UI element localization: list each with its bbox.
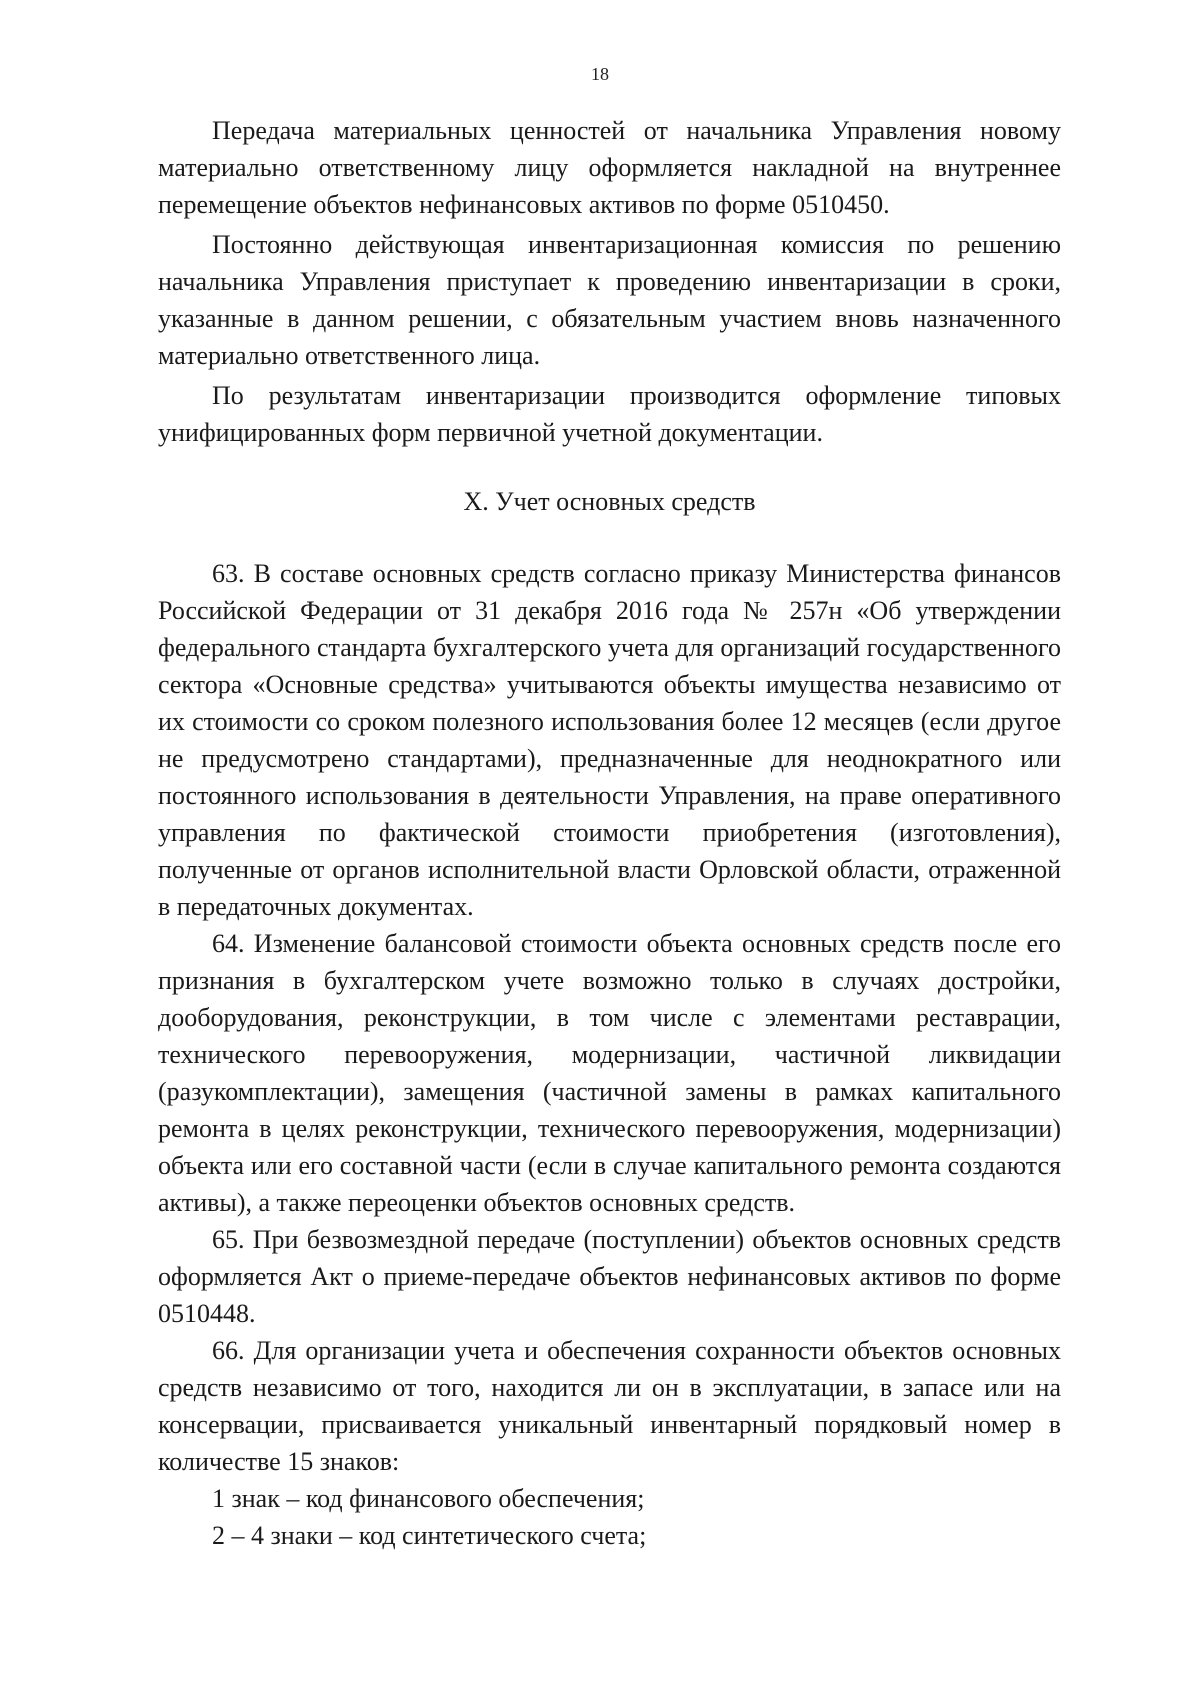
paragraph-66: 66. Для организации учета и обеспечения сохранности объектов основных средств независимо от того, находится ли он в эксплуатации, в запасе или на консервации, присваивается уникальный инвентарный порядковый номер в количестве 15 знаков: <box>158 1336 1061 1476</box>
paragraph-inventory-commission: Постоянно действующая инвентаризационная комиссия по решению начальника Управления приступает к проведению инвентаризации в сроки, указанные в данном решении, с обязательным участием вновь назначенного материально ответственного лица. <box>158 230 1061 370</box>
page-number: 18 <box>591 64 609 84</box>
list-item-signs-2-4: 2 – 4 знаки – код синтетического счета; <box>212 1521 647 1550</box>
paragraph-63: 63. В составе основных средств согласно приказу Министерства финансов Российской Федерации от 31 декабря 2016 года № 257н «Об утверждении федерального стандарта бухгалтерского учета для организаций государственного сектора «Основные средства» учитываются объекты имущества независимо от их стоимости со сроком полезного использования более 12 месяцев (если другое не предусмотрено стандартами), предназначенные для неоднократного или постоянного использования в деятельности Управления, на праве оперативного управления по фактической стоимости приобретения (изготовления), полученные от органов исполнительной власти Орловской области, отраженной в передаточных документах. <box>158 559 1061 921</box>
document-body <box>158 112 1061 1554</box>
paragraph-65: 65. При безвозмездной передаче (поступлении) объектов основных средств оформляется Акт о приеме-передаче объектов нефинансовых активов по форме 0510448. <box>158 1225 1061 1328</box>
paragraph-64: 64. Изменение балансовой стоимости объекта основных средств после его признания в бухгалтерском учете возможно только в случаях достройки, дооборудования, реконструкции, в том числе с элементами реставрации, технического перевооружения, модернизации, частичной ликвидации (разукомплектации), замещения (частичной замены в рамках капитального ремонта в целях реконструкции, технического перевооружения, модернизации) объекта или его составной части (если в случае капитального ремонта создаются активы), а также переоценки объектов основных средств. <box>158 929 1061 1217</box>
paragraph-inventory-results: По результатам инвентаризации производится оформление типовых унифицированных форм первичной учетной документации. <box>158 381 1061 447</box>
list-item-sign-1: 1 знак – код финансового обеспечения; <box>212 1484 645 1513</box>
paragraph-transfer: Передача материальных ценностей от начальника Управления новому материально ответственному лицу оформляется накладной на внутреннее перемещение объектов нефинансовых активов по форме 0510450. <box>158 116 1061 219</box>
section-heading: X. Учет основных средств <box>463 487 756 516</box>
